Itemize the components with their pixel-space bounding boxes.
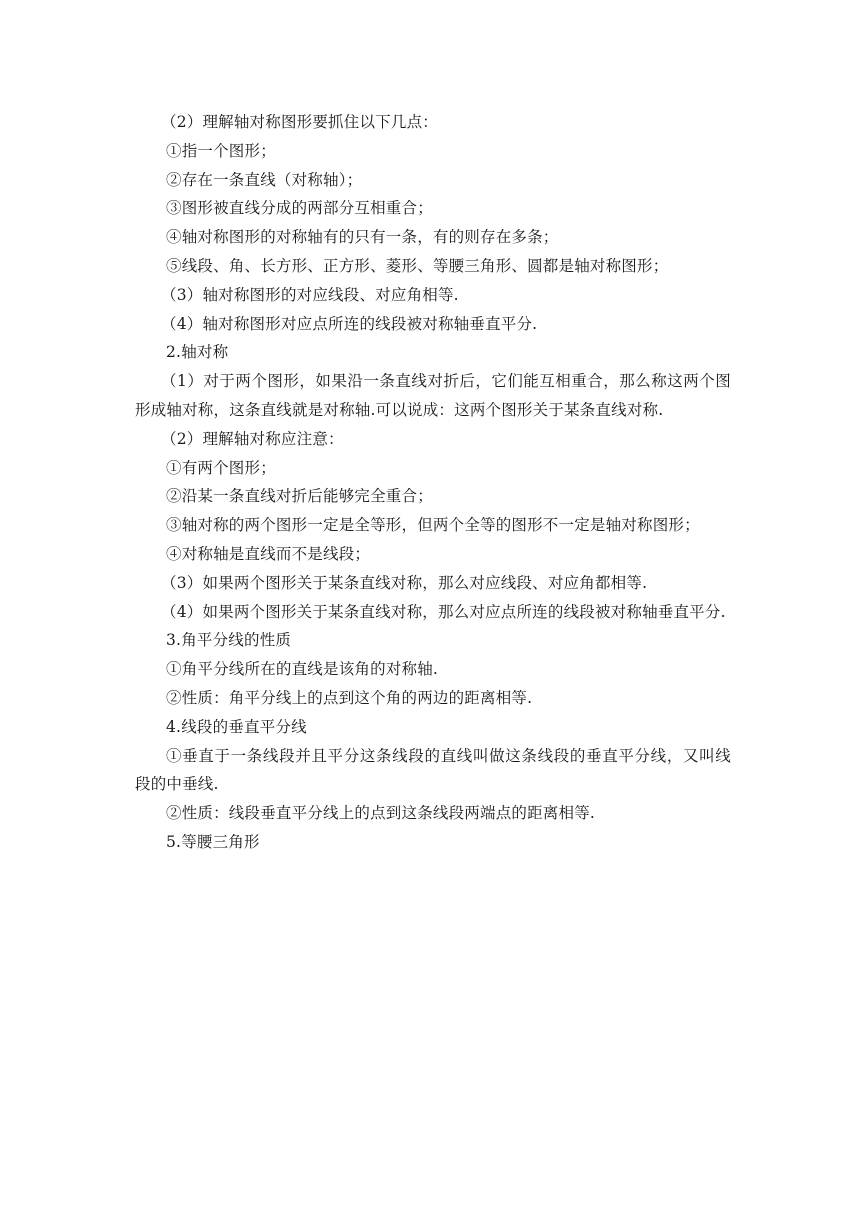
text-line: ②性质：角平分线上的点到这个角的两边的距离相等.	[166, 688, 533, 707]
section-heading: 2.轴对称	[166, 343, 229, 362]
text-line: （2）理解轴对称应注意：	[161, 429, 344, 448]
text-paragraph: ①垂直于一条线段并且平分这条线段的直线叫做这条线段的垂直平分线，又叫线段的中垂线.	[135, 746, 731, 794]
text-paragraph: （4）如果两个图形关于某条直线对称，那么对应点所连的线段被对称轴垂直平分.	[161, 602, 726, 621]
text-line: ③图形被直线分成的两部分互相重合；	[166, 199, 433, 218]
section-heading: 5.等腰三角形	[166, 832, 260, 851]
text-line: ②存在一条直线（对称轴）；	[166, 170, 363, 189]
text-line: ⑤线段、角、长方形、正方形、菱形、等腰三角形、圆都是轴对称图形；	[166, 256, 669, 275]
text-line: ④轴对称图形的对称轴有的只有一条，有的则存在多条；	[166, 228, 559, 247]
text-line: （2）理解轴对称图形要抓住以下几点：	[161, 113, 438, 131]
text-line: ①角平分线所在的直线是该角的对称轴.	[166, 660, 439, 679]
text-line: （3）如果两个图形关于某条直线对称，那么对应线段、对应角都相等.	[161, 573, 648, 592]
text-line: ②沿某一条直线对折后能够完全重合；	[166, 487, 433, 506]
text-paragraph: ③轴对称的两个图形一定是全等形，但两个全等的图形不一定是轴对称图形；	[166, 516, 700, 535]
text-line: （4）轴对称图形对应点所连的线段被对称轴垂直平分.	[161, 314, 538, 333]
text-line: ①有两个图形；	[166, 458, 276, 477]
document-body	[135, 108, 731, 857]
text-line: ②性质：线段垂直平分线上的点到这条线段两端点的距离相等.	[166, 804, 596, 823]
section-heading: 4.线段的垂直平分线	[166, 717, 307, 736]
text-line: ④对称轴是直线而不是线段；	[166, 544, 371, 563]
section-heading: 3.角平分线的性质	[166, 631, 292, 650]
text-line: ①指一个图形；	[166, 141, 276, 160]
text-paragraph: （1）对于两个图形，如果沿一条直线对折后，它们能互相重合，那么称这两个图形成轴对称，这条直线就是对称轴.可以说成：这两个图形关于某条直线对称.	[135, 372, 731, 419]
text-line: （3）轴对称图形的对应线段、对应角相等.	[161, 285, 459, 304]
